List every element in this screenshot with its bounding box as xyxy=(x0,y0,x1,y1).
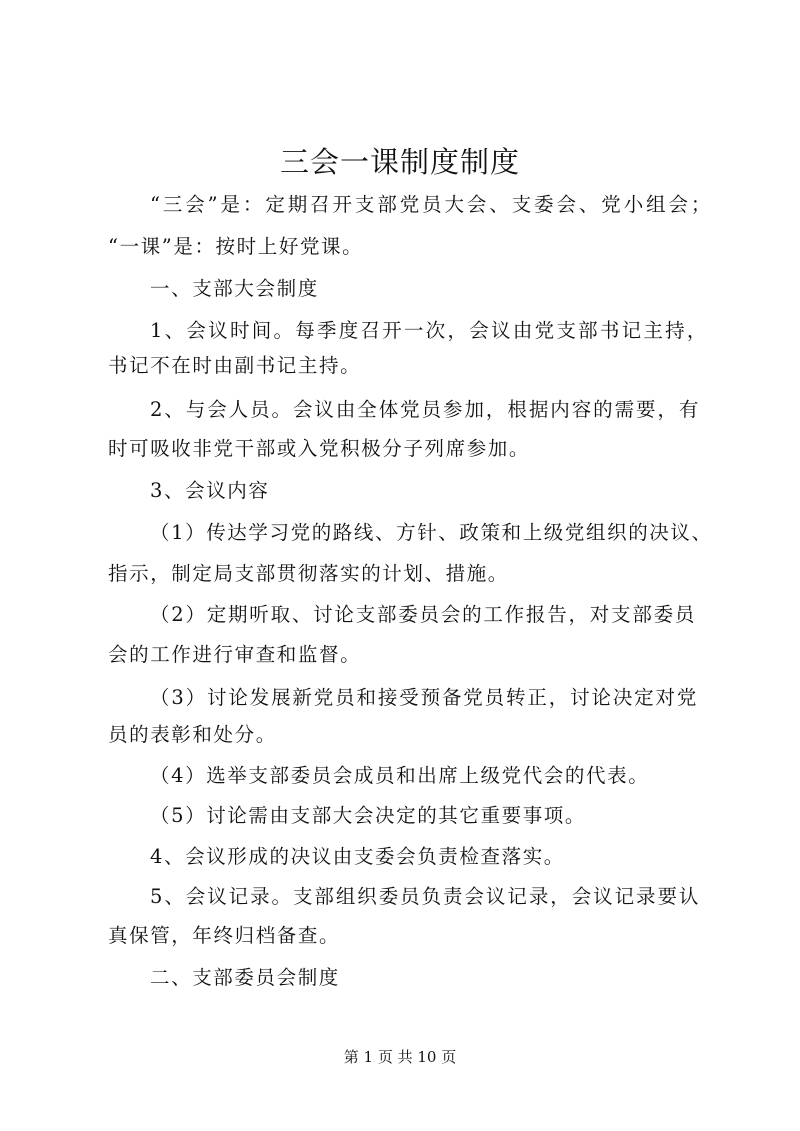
paragraph-line: “三会”是：定期召开支部党员大会、支委会、党小组会； xyxy=(150,193,712,216)
paragraph-line: （3）讨论发展新党员和接受预备党员转正，讨论决定对党 xyxy=(150,686,698,709)
paragraph-line: 指示，制定局支部贯彻落实的计划、措施。 xyxy=(108,562,509,585)
paragraph-line: 书记不在时由副书记主持。 xyxy=(108,354,362,377)
paragraph-line: 会的工作进行审查和监督。 xyxy=(108,643,362,666)
page-number-footer: 第 1 页 共 10 页 xyxy=(343,1048,457,1066)
paragraph-line: 真保管，年终归档备查。 xyxy=(108,924,341,947)
section-heading: 二、支部委员会制度 xyxy=(150,966,340,989)
paragraph-line: 4、会议形成的决议由支委会负责检查落实。 xyxy=(150,845,565,868)
paragraph-line: （1）传达学习党的路线、方针、政策和上级党组织的决议、 xyxy=(150,521,713,544)
paragraph-line: 时可吸收非党干部或入党积极分子列席参加。 xyxy=(108,437,531,460)
paragraph-line: 2、与会人员。会议由全体党员参加，根据内容的需要，有 xyxy=(150,398,700,421)
paragraph-line: （2）定期听取、讨论支部委员会的工作报告，对支部委员 xyxy=(150,603,696,626)
paragraph-line: 5、会议记录。支部组织委员负责会议记录，会议记录要认 xyxy=(150,885,700,908)
paragraph-line: 1、会议时间。每季度召开一次，会议由党支部书记主持， xyxy=(150,319,708,342)
document-title: 三会一课制度制度 xyxy=(279,145,520,179)
paragraph-line: （5）讨论需由支部大会决定的其它重要事项。 xyxy=(150,804,587,827)
section-heading: 一、支部大会制度 xyxy=(150,277,319,300)
paragraph-line: （4）选举支部委员会成员和出席上级党代会的代表。 xyxy=(150,764,650,787)
paragraph-line: “一课”是：按时上好党课。 xyxy=(108,235,364,258)
paragraph-line: 员的表彰和处分。 xyxy=(108,723,277,746)
subsection-heading: 3、会议内容 xyxy=(150,479,270,502)
